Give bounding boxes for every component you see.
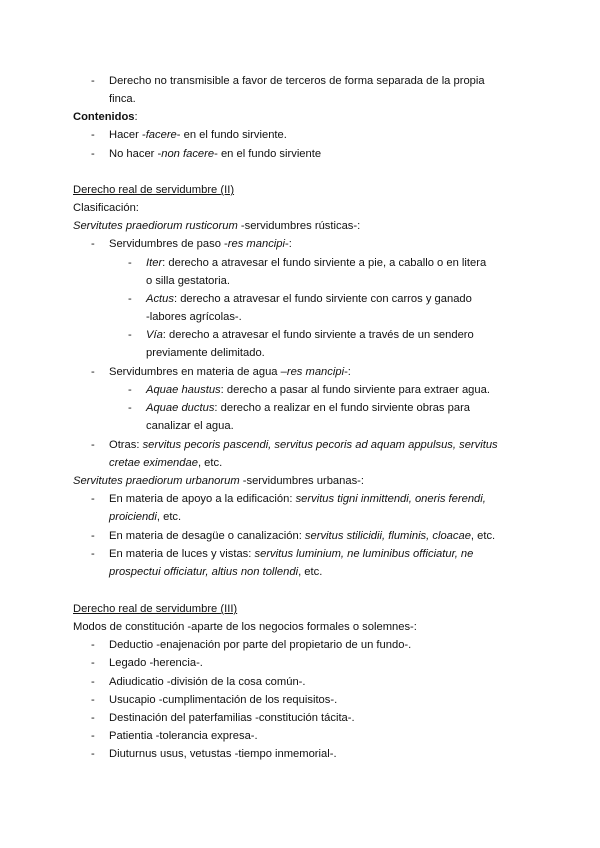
otras-item [109,438,498,452]
clasificacion-label: Clasificación: [73,202,139,214]
section-title: Derecho real de servidumbre (II) [73,184,235,196]
modo-item: Patientia -tolerancia expresa-. [109,730,258,742]
bullet-text-continued: finca. [109,93,136,105]
text-part: Otras: [109,439,143,451]
modo-item: Legado -herencia-. [109,657,203,669]
latin-term: proiciendi [109,511,157,523]
luces-item [109,547,473,561]
latin-term: servitus pecoris pascendi, servitus pecoris ad aquam appulsus, servitus [142,439,498,451]
haustus-item [146,383,490,397]
text-part: - en el fundo sirviente [214,148,322,160]
text-part: -: [284,238,292,250]
text-part: , etc. [156,511,182,523]
actus-item-continued: -labores agrícolas-. [146,311,242,323]
text-part: -servidumbres rústicas-: [237,220,361,232]
sub-bullet-dash: - [128,402,132,414]
text-part: : derecho a atravesar el fundo sirviente con carros y ganado [173,293,472,305]
text-part: -: [344,366,351,378]
sub-bullet-dash: - [128,257,132,269]
text-part: En materia de luces y vistas: [109,548,255,560]
sub-bullet-dash: - [128,384,132,396]
luces-item-continued [109,565,322,579]
actus-item [146,292,472,306]
text-part: - en el fundo sirviente. [176,129,287,141]
bullet-dash: - [91,75,95,87]
sub-bullet-dash: - [128,329,132,341]
text-part: : derecho a atravesar el fundo sirviente a través de un sendero [162,329,474,341]
iter-item [146,256,486,270]
modo-item: Usucapio -cumplimentación de los requisitos-. [109,694,338,706]
latin-term: servitus luminium, ne luminibus officiatur, ne [254,548,474,560]
agua-item [109,365,351,379]
text-part: Hacer - [109,129,146,141]
bullet-dash: - [91,694,95,706]
via-item-continued: previamente delimitado. [146,347,265,359]
text-part: , etc. [197,457,223,469]
latin-term: Aquae haustus [146,384,221,396]
contenidos-heading [73,110,138,124]
modo-item: Adiudicatio -división de la cosa común-. [109,676,306,688]
bullet-dash: - [91,676,95,688]
text-part: Servidumbres de paso - [109,238,228,250]
modo-item: Deductio -enajenación por parte del propietario de un fundo-. [109,639,412,651]
bullet-dash: - [91,493,95,505]
sub-bullet-dash: - [128,293,132,305]
contenido-item [109,128,287,142]
text-part: No hacer - [109,148,162,160]
text-part: : derecho a atravesar el fundo sirviente a pie, a caballo o en litera [162,257,487,269]
ductus-item-continued: canalizar el agua. [146,420,234,432]
modos-label: Modos de constitución -aparte de los negocios formales o solemnes-: [73,621,417,633]
bullet-dash: - [91,148,95,160]
latin-term: Vía [146,329,163,341]
contenidos-heading-label: Contenidos [73,111,135,123]
bullet-dash: - [91,639,95,651]
text-part: En materia de apoyo a la edificación: [109,493,296,505]
latin-term: Servitutes praediorum urbanorum [73,475,240,487]
apoyo-item-continued [109,510,181,524]
text-part: En materia de desagüe o canalización: [109,530,305,542]
latin-term: Servitutes praediorum rusticorum [73,220,238,232]
apoyo-item [109,492,486,506]
text-part: : derecho a realizar en el fundo sirviente obras para [214,402,471,414]
text-part: , etc. [470,530,496,542]
otras-item-continued [109,456,222,470]
bullet-dash: - [91,748,95,760]
latin-term: res mancipi [227,238,285,250]
contenido-item [109,147,321,161]
latin-term: non facere [161,148,215,160]
latin-term: servitus tigni inmittendi, oneris ferendi, [295,493,486,505]
ductus-item [146,401,470,415]
latin-term: Iter [146,257,163,269]
text-part: : derecho a pasar al fundo sirviente para extraer agua. [220,384,490,396]
latin-term: Aquae ductus [146,402,215,414]
latin-term: facere [145,129,177,141]
bullet-dash: - [91,530,95,542]
bullet-dash: - [91,548,95,560]
urbanas-heading [73,474,364,488]
bullet-text: Derecho no transmisible a favor de terceros de forma separada de la propia [109,75,485,87]
contenidos-heading-colon: : [134,111,138,123]
desague-item [109,529,495,543]
rusticas-heading [73,219,360,233]
text-part: , etc. [298,566,323,578]
bullet-dash: - [91,238,95,250]
bullet-dash: - [91,730,95,742]
iter-item-continued: o silla gestatoria. [146,275,230,287]
modo-item: Diuturnus usus, vetustas -tiempo inmemorial-. [109,748,337,760]
via-item [146,328,474,342]
bullet-dash: - [91,366,95,378]
latin-term: Actus [146,293,174,305]
latin-term: cretae eximendae [109,457,198,469]
bullet-dash: - [91,657,95,669]
latin-term: servitus stilicidii, fluminis, cloacae [304,530,471,542]
latin-term: res mancipi [286,366,345,378]
latin-term: prospectui officiatur, altius non tollendi [109,566,299,578]
bullet-dash: - [91,129,95,141]
modo-item: Destinación del paterfamilias -constitución tácita-. [109,712,355,724]
text-part: Servidumbres en materia de agua – [109,366,287,378]
paso-item [109,237,292,251]
bullet-dash: - [91,439,95,451]
text-part: -servidumbres urbanas-: [239,475,365,487]
bullet-dash: - [91,712,95,724]
section-title: Derecho real de servidumbre (III) [73,603,238,615]
